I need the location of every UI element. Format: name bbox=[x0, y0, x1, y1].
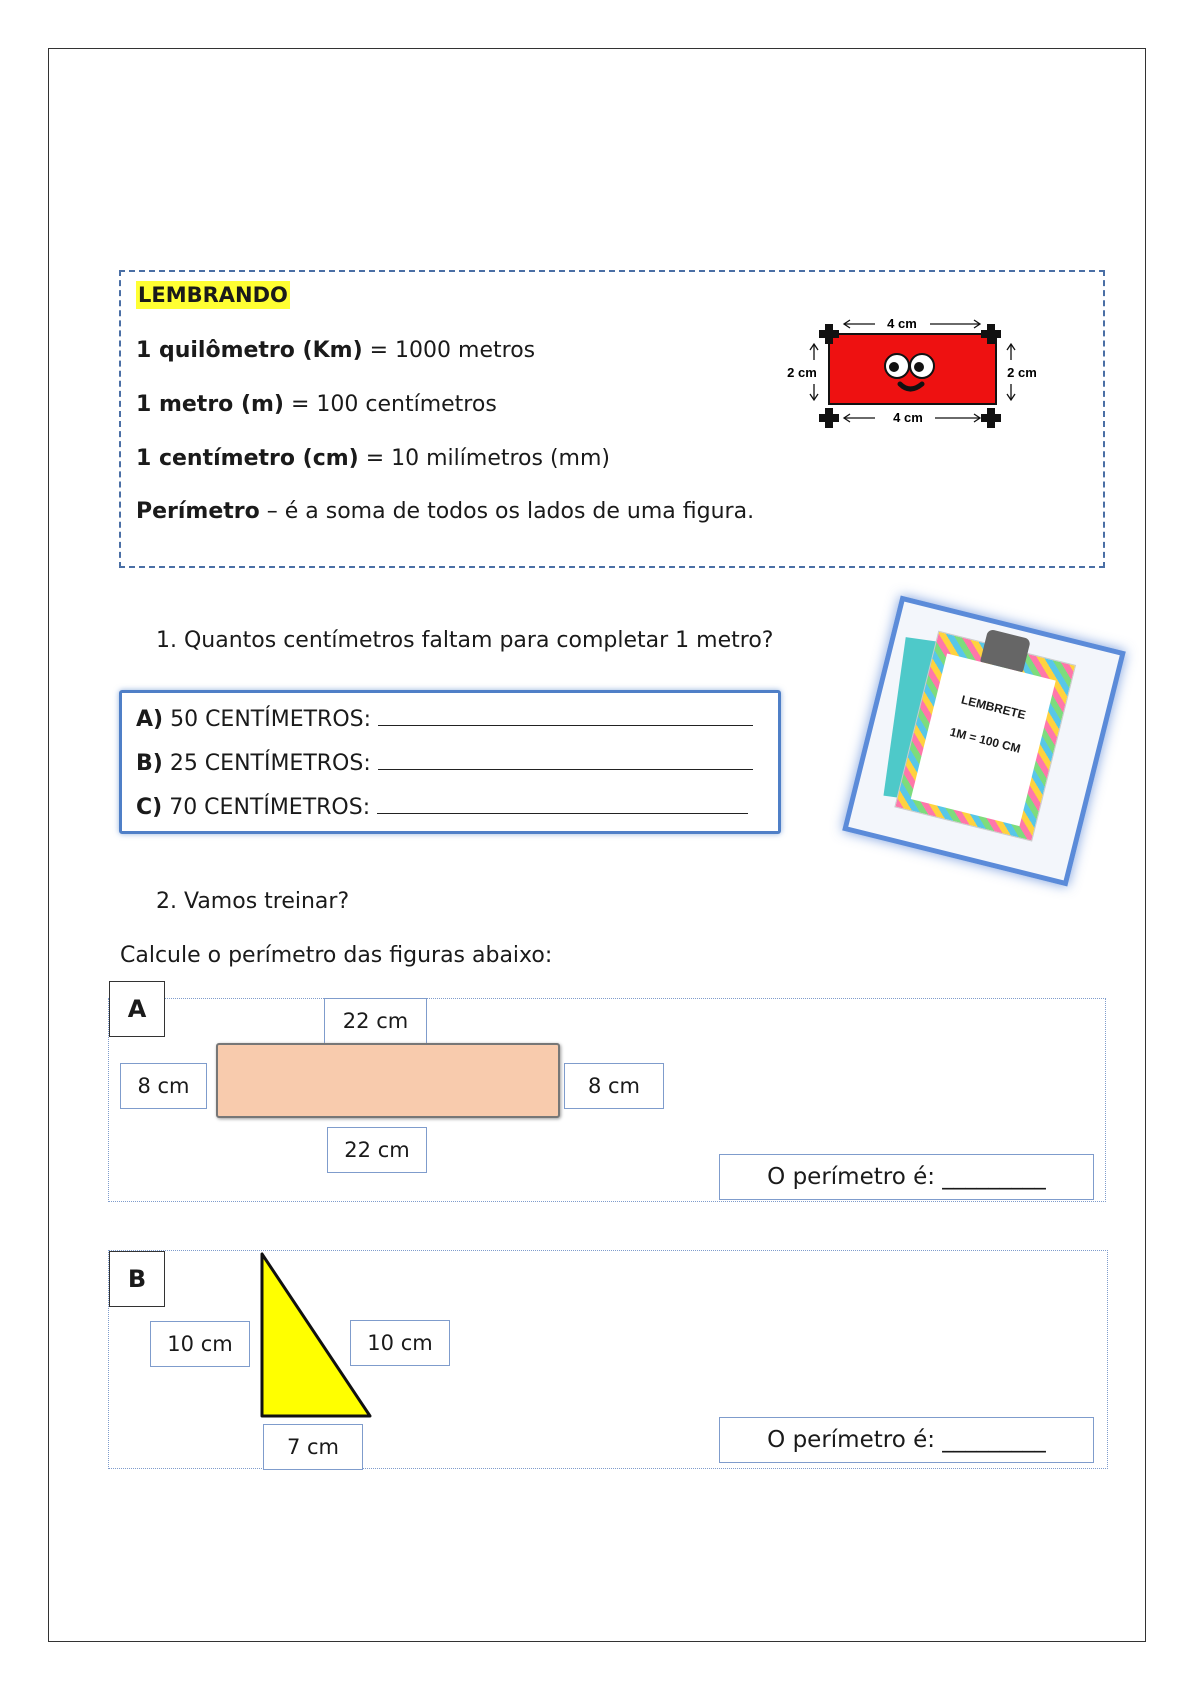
answer-line-a[interactable] bbox=[378, 724, 753, 726]
figure-b-letter: B bbox=[109, 1251, 165, 1307]
remember-title: LEMBRANDO bbox=[138, 283, 288, 307]
figure-a-result[interactable]: O perímetro é: _________ bbox=[719, 1154, 1094, 1200]
figure-a-top: 22 cm bbox=[324, 998, 427, 1044]
label-left: 2 cm bbox=[787, 365, 817, 380]
definition-km: 1 quilômetro (Km) = 1000 metros bbox=[136, 338, 536, 363]
option-c: C) 70 CENTÍMETROS: bbox=[136, 795, 748, 820]
option-a: A) 50 CENTÍMETROS: bbox=[136, 707, 753, 732]
figure-a-right: 8 cm bbox=[564, 1063, 664, 1109]
definition-cm: 1 centímetro (cm) = 10 milímetros (mm) bbox=[136, 446, 610, 471]
definition-m: 1 metro (m) = 100 centímetros bbox=[136, 392, 497, 417]
answer-line-b[interactable] bbox=[378, 768, 753, 770]
rectangle-shape bbox=[216, 1043, 560, 1118]
option-b: B) 25 CENTÍMETROS: bbox=[136, 751, 753, 776]
definition-perimeter: Perímetro – é a soma de todos os lados de uma figura. bbox=[136, 499, 755, 524]
perimeter-diagram bbox=[780, 308, 1040, 438]
label-top: 4 cm bbox=[887, 316, 917, 331]
answer-line-c[interactable] bbox=[377, 812, 748, 814]
figure-a-bottom: 22 cm bbox=[327, 1127, 427, 1173]
figure-b-right: 10 cm bbox=[350, 1320, 450, 1366]
clipboard-note: 1M = 100 CM bbox=[948, 724, 1023, 756]
instruction: Calcule o perímetro das figuras abaixo: bbox=[120, 943, 553, 968]
question-2: 2. Vamos treinar? bbox=[156, 889, 350, 914]
figure-b-result[interactable]: O perímetro é: _________ bbox=[719, 1417, 1094, 1463]
label-bottom: 4 cm bbox=[893, 410, 923, 425]
label-right: 2 cm bbox=[1007, 365, 1037, 380]
figure-b-bottom: 7 cm bbox=[263, 1424, 363, 1470]
figure-a-letter: A bbox=[109, 981, 165, 1037]
figure-b-left: 10 cm bbox=[150, 1321, 250, 1367]
figure-a-left: 8 cm bbox=[120, 1063, 207, 1109]
clipboard-title: LEMBRETE bbox=[959, 692, 1028, 723]
question-1: 1. Quantos centímetros faltam para completar 1 metro? bbox=[156, 628, 774, 653]
